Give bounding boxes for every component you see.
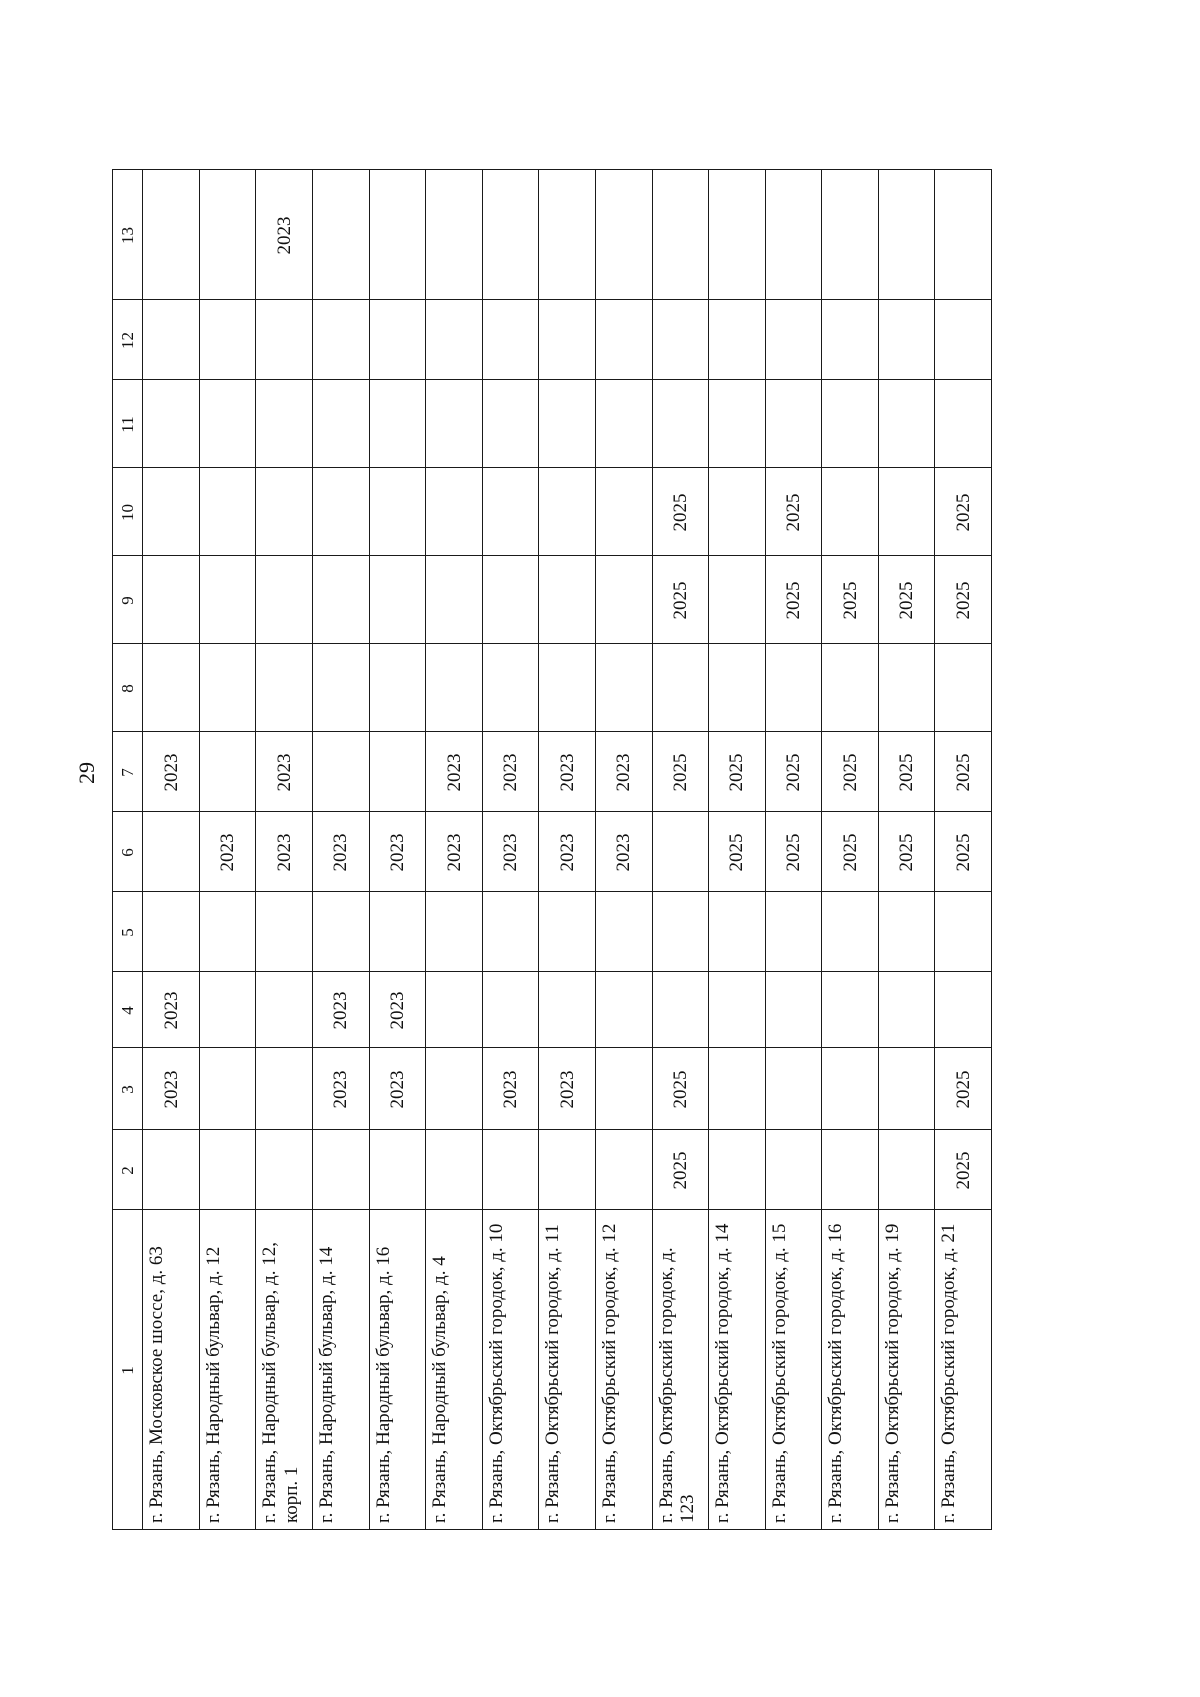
year-cell-col-7: 2023 xyxy=(595,732,652,812)
year-cell-col-6: 2025 xyxy=(709,812,766,892)
year-cell-col-9 xyxy=(369,556,426,644)
year-cell-col-3 xyxy=(256,1048,313,1130)
year-cell-col-11 xyxy=(256,380,313,468)
year-cell-col-8 xyxy=(539,644,596,732)
year-cell-col-9 xyxy=(313,556,370,644)
year-cell-col-3 xyxy=(765,1048,822,1130)
year-cell-col-6: 2023 xyxy=(313,812,370,892)
year-cell-col-3 xyxy=(878,1048,935,1130)
year-cell-col-3: 2023 xyxy=(539,1048,596,1130)
year-cell-col-4: 2023 xyxy=(313,972,370,1048)
column-number-6: 6 xyxy=(113,812,143,892)
year-cell-col-12 xyxy=(143,300,200,380)
year-cell-col-2 xyxy=(143,1130,200,1210)
year-cell-col-6: 2025 xyxy=(935,812,992,892)
year-cell-col-5 xyxy=(482,892,539,972)
year-cell-col-12 xyxy=(652,300,709,380)
table-row xyxy=(709,170,766,1530)
year-cell-col-11 xyxy=(426,380,483,468)
year-cell-col-10 xyxy=(426,468,483,556)
year-cell-col-7: 2023 xyxy=(426,732,483,812)
address-cell: г. Рязань, Народный бульвар, д. 12, корп. 1 xyxy=(256,1210,313,1530)
year-cell-col-9 xyxy=(482,556,539,644)
year-cell-col-3: 2023 xyxy=(143,1048,200,1130)
address-cell: г. Рязань, Московское шоссе, д. 63 xyxy=(143,1210,200,1530)
year-cell-col-9: 2025 xyxy=(935,556,992,644)
page-number: 29 xyxy=(74,762,99,784)
year-cell-col-10 xyxy=(256,468,313,556)
year-cell-col-2 xyxy=(765,1130,822,1210)
address-cell: г. Рязань, Октябрьский городок, д. 19 xyxy=(878,1210,935,1530)
table-row xyxy=(822,170,879,1530)
year-cell-col-13 xyxy=(878,170,935,300)
year-cell-col-8 xyxy=(369,644,426,732)
year-cell-col-12 xyxy=(199,300,256,380)
year-cell-col-2 xyxy=(426,1130,483,1210)
year-cell-col-12 xyxy=(369,300,426,380)
year-cell-col-12 xyxy=(595,300,652,380)
year-cell-col-10: 2025 xyxy=(765,468,822,556)
year-cell-col-4 xyxy=(709,972,766,1048)
year-cell-col-4 xyxy=(595,972,652,1048)
year-cell-col-8 xyxy=(199,644,256,732)
column-number-5: 5 xyxy=(113,892,143,972)
year-cell-col-12 xyxy=(765,300,822,380)
year-cell-col-6 xyxy=(652,812,709,892)
year-cell-col-4 xyxy=(822,972,879,1048)
year-cell-col-4 xyxy=(539,972,596,1048)
year-cell-col-10: 2025 xyxy=(652,468,709,556)
address-cell: г. Рязань, Октябрьский городок, д. 12 xyxy=(595,1210,652,1530)
year-cell-col-5 xyxy=(652,892,709,972)
year-cell-col-9 xyxy=(256,556,313,644)
address-cell: г. Рязань, Октябрьский городок, д. 10 xyxy=(482,1210,539,1530)
year-cell-col-4 xyxy=(878,972,935,1048)
year-cell-col-5 xyxy=(709,892,766,972)
year-cell-col-5 xyxy=(539,892,596,972)
year-cell-col-2 xyxy=(539,1130,596,1210)
year-cell-col-12 xyxy=(935,300,992,380)
year-cell-col-6: 2023 xyxy=(482,812,539,892)
year-cell-col-8 xyxy=(313,644,370,732)
year-cell-col-7: 2025 xyxy=(878,732,935,812)
address-cell: г. Рязань, Октябрьский городок, д. 16 xyxy=(822,1210,879,1530)
year-cell-col-12 xyxy=(539,300,596,380)
year-cell-col-7: 2025 xyxy=(765,732,822,812)
year-cell-col-4 xyxy=(256,972,313,1048)
column-number-13: 13 xyxy=(113,170,143,300)
year-cell-col-5 xyxy=(313,892,370,972)
table-row xyxy=(369,170,426,1530)
year-cell-col-5 xyxy=(878,892,935,972)
year-cell-col-11 xyxy=(765,380,822,468)
table-row xyxy=(652,170,709,1530)
year-cell-col-10 xyxy=(482,468,539,556)
year-cell-col-10 xyxy=(143,468,200,556)
column-number-12: 12 xyxy=(113,300,143,380)
year-cell-col-8 xyxy=(256,644,313,732)
year-cell-col-11 xyxy=(482,380,539,468)
year-cell-col-8 xyxy=(709,644,766,732)
year-cell-col-6: 2023 xyxy=(256,812,313,892)
year-cell-col-11 xyxy=(539,380,596,468)
year-cell-col-3 xyxy=(709,1048,766,1130)
column-number-9: 9 xyxy=(113,556,143,644)
year-cell-col-6: 2025 xyxy=(765,812,822,892)
table-row xyxy=(256,170,313,1530)
year-cell-col-2 xyxy=(256,1130,313,1210)
year-cell-col-13 xyxy=(595,170,652,300)
year-cell-col-2: 2025 xyxy=(652,1130,709,1210)
year-cell-col-7: 2025 xyxy=(652,732,709,812)
year-cell-col-10 xyxy=(199,468,256,556)
year-cell-col-11 xyxy=(709,380,766,468)
year-cell-col-7: 2023 xyxy=(539,732,596,812)
year-cell-col-4 xyxy=(426,972,483,1048)
year-cell-col-5 xyxy=(595,892,652,972)
year-cell-col-10 xyxy=(822,468,879,556)
year-cell-col-11 xyxy=(313,380,370,468)
year-cell-col-4: 2023 xyxy=(143,972,200,1048)
table-row xyxy=(765,170,822,1530)
year-cell-col-7: 2023 xyxy=(143,732,200,812)
year-cell-col-11 xyxy=(935,380,992,468)
year-cell-col-7: 2025 xyxy=(935,732,992,812)
year-cell-col-9: 2025 xyxy=(878,556,935,644)
table-header-row xyxy=(113,170,143,1530)
year-cell-col-12 xyxy=(482,300,539,380)
year-cell-col-2 xyxy=(822,1130,879,1210)
table-row xyxy=(539,170,596,1530)
table-row xyxy=(482,170,539,1530)
column-number-7: 7 xyxy=(113,732,143,812)
year-cell-col-8 xyxy=(652,644,709,732)
year-cell-col-10 xyxy=(878,468,935,556)
column-number-1: 1 xyxy=(113,1210,143,1530)
column-number-2: 2 xyxy=(113,1130,143,1210)
year-cell-col-4 xyxy=(652,972,709,1048)
year-cell-col-3 xyxy=(822,1048,879,1130)
year-cell-col-12 xyxy=(313,300,370,380)
year-cell-col-3 xyxy=(595,1048,652,1130)
year-cell-col-5 xyxy=(199,892,256,972)
year-cell-col-7: 2025 xyxy=(709,732,766,812)
address-cell: г. Рязань, Народный бульвар, д. 4 xyxy=(426,1210,483,1530)
year-cell-col-4 xyxy=(482,972,539,1048)
year-cell-col-9: 2025 xyxy=(765,556,822,644)
year-cell-col-11 xyxy=(595,380,652,468)
year-cell-col-5 xyxy=(935,892,992,972)
year-cell-col-7: 2023 xyxy=(256,732,313,812)
year-cell-col-10: 2025 xyxy=(935,468,992,556)
address-cell: г. Рязань, Октябрьский городок, д. 21 xyxy=(935,1210,992,1530)
year-cell-col-9 xyxy=(539,556,596,644)
year-cell-col-3 xyxy=(426,1048,483,1130)
year-cell-col-13 xyxy=(652,170,709,300)
year-cell-col-11 xyxy=(878,380,935,468)
column-number-4: 4 xyxy=(113,972,143,1048)
year-cell-col-6: 2023 xyxy=(369,812,426,892)
year-cell-col-4 xyxy=(935,972,992,1048)
table-row xyxy=(313,170,370,1530)
year-cell-col-3: 2025 xyxy=(652,1048,709,1130)
year-cell-col-2: 2025 xyxy=(935,1130,992,1210)
year-cell-col-12 xyxy=(426,300,483,380)
column-number-11: 11 xyxy=(113,380,143,468)
year-cell-col-10 xyxy=(595,468,652,556)
year-cell-col-13 xyxy=(199,170,256,300)
year-cell-col-11 xyxy=(369,380,426,468)
year-cell-col-2 xyxy=(313,1130,370,1210)
year-cell-col-8 xyxy=(935,644,992,732)
address-cell: г. Рязань, Октябрьский городок, д. 123 xyxy=(652,1210,709,1530)
year-cell-col-5 xyxy=(765,892,822,972)
year-cell-col-2 xyxy=(709,1130,766,1210)
year-cell-col-4 xyxy=(199,972,256,1048)
column-number-8: 8 xyxy=(113,644,143,732)
year-cell-col-9: 2025 xyxy=(822,556,879,644)
year-cell-col-13 xyxy=(369,170,426,300)
year-cell-col-3 xyxy=(199,1048,256,1130)
year-cell-col-7: 2025 xyxy=(822,732,879,812)
year-cell-col-7 xyxy=(199,732,256,812)
year-cell-col-6: 2023 xyxy=(539,812,596,892)
year-cell-col-10 xyxy=(709,468,766,556)
year-cell-col-10 xyxy=(369,468,426,556)
address-cell: г. Рязань, Октябрьский городок, д. 11 xyxy=(539,1210,596,1530)
year-cell-col-2 xyxy=(199,1130,256,1210)
year-cell-col-11 xyxy=(652,380,709,468)
year-cell-col-3: 2023 xyxy=(313,1048,370,1130)
year-cell-col-11 xyxy=(143,380,200,468)
year-cell-col-9 xyxy=(595,556,652,644)
year-cell-col-8 xyxy=(878,644,935,732)
year-cell-col-7 xyxy=(313,732,370,812)
year-cell-col-13 xyxy=(482,170,539,300)
year-cell-col-6 xyxy=(143,812,200,892)
year-cell-col-6: 2023 xyxy=(595,812,652,892)
year-cell-col-8 xyxy=(595,644,652,732)
address-cell: г. Рязань, Октябрьский городок, д. 14 xyxy=(709,1210,766,1530)
year-cell-col-13 xyxy=(765,170,822,300)
year-cell-col-9: 2025 xyxy=(652,556,709,644)
year-cell-col-4 xyxy=(765,972,822,1048)
address-cell: г. Рязань, Октябрьский городок, д. 15 xyxy=(765,1210,822,1530)
table-row xyxy=(143,170,200,1530)
year-cell-col-12 xyxy=(256,300,313,380)
year-cell-col-7: 2023 xyxy=(482,732,539,812)
table-row xyxy=(426,170,483,1530)
address-cell: г. Рязань, Народный бульвар, д. 14 xyxy=(313,1210,370,1530)
year-cell-col-5 xyxy=(369,892,426,972)
year-cell-col-11 xyxy=(199,380,256,468)
year-cell-col-8 xyxy=(426,644,483,732)
table-row xyxy=(199,170,256,1530)
year-cell-col-9 xyxy=(709,556,766,644)
year-cell-col-9 xyxy=(199,556,256,644)
year-cell-col-13 xyxy=(143,170,200,300)
address-cell: г. Рязань, Народный бульвар, д. 12 xyxy=(199,1210,256,1530)
year-cell-col-11 xyxy=(822,380,879,468)
year-cell-col-3: 2023 xyxy=(482,1048,539,1130)
year-cell-col-13 xyxy=(313,170,370,300)
year-cell-col-12 xyxy=(822,300,879,380)
table-row xyxy=(595,170,652,1530)
year-cell-col-12 xyxy=(709,300,766,380)
column-number-3: 3 xyxy=(113,1048,143,1130)
year-cell-col-4: 2023 xyxy=(369,972,426,1048)
column-number-10: 10 xyxy=(113,468,143,556)
year-cell-col-13 xyxy=(539,170,596,300)
year-cell-col-5 xyxy=(256,892,313,972)
year-cell-col-7 xyxy=(369,732,426,812)
year-cell-col-5 xyxy=(822,892,879,972)
table-row xyxy=(878,170,935,1530)
year-cell-col-13 xyxy=(935,170,992,300)
year-cell-col-9 xyxy=(143,556,200,644)
address-cell: г. Рязань, Народный бульвар, д. 16 xyxy=(369,1210,426,1530)
year-cell-col-6: 2023 xyxy=(426,812,483,892)
year-cell-col-2 xyxy=(595,1130,652,1210)
year-cell-col-8 xyxy=(482,644,539,732)
year-cell-col-5 xyxy=(426,892,483,972)
year-cell-col-9 xyxy=(426,556,483,644)
year-cell-col-6: 2025 xyxy=(878,812,935,892)
year-cell-col-10 xyxy=(313,468,370,556)
year-cell-col-2 xyxy=(369,1130,426,1210)
year-cell-col-5 xyxy=(143,892,200,972)
year-cell-col-2 xyxy=(878,1130,935,1210)
year-cell-col-13 xyxy=(822,170,879,300)
year-cell-col-13 xyxy=(709,170,766,300)
year-cell-col-6: 2025 xyxy=(822,812,879,892)
year-cell-col-2 xyxy=(482,1130,539,1210)
year-cell-col-8 xyxy=(822,644,879,732)
year-cell-col-12 xyxy=(878,300,935,380)
year-cell-col-3: 2025 xyxy=(935,1048,992,1130)
year-cell-col-13: 2023 xyxy=(256,170,313,300)
year-cell-col-6: 2023 xyxy=(199,812,256,892)
year-cell-col-13 xyxy=(426,170,483,300)
year-cell-col-10 xyxy=(539,468,596,556)
table-row xyxy=(935,170,992,1530)
year-cell-col-8 xyxy=(143,644,200,732)
year-cell-col-8 xyxy=(765,644,822,732)
year-cell-col-3: 2023 xyxy=(369,1048,426,1130)
schedule-table xyxy=(112,169,992,1530)
